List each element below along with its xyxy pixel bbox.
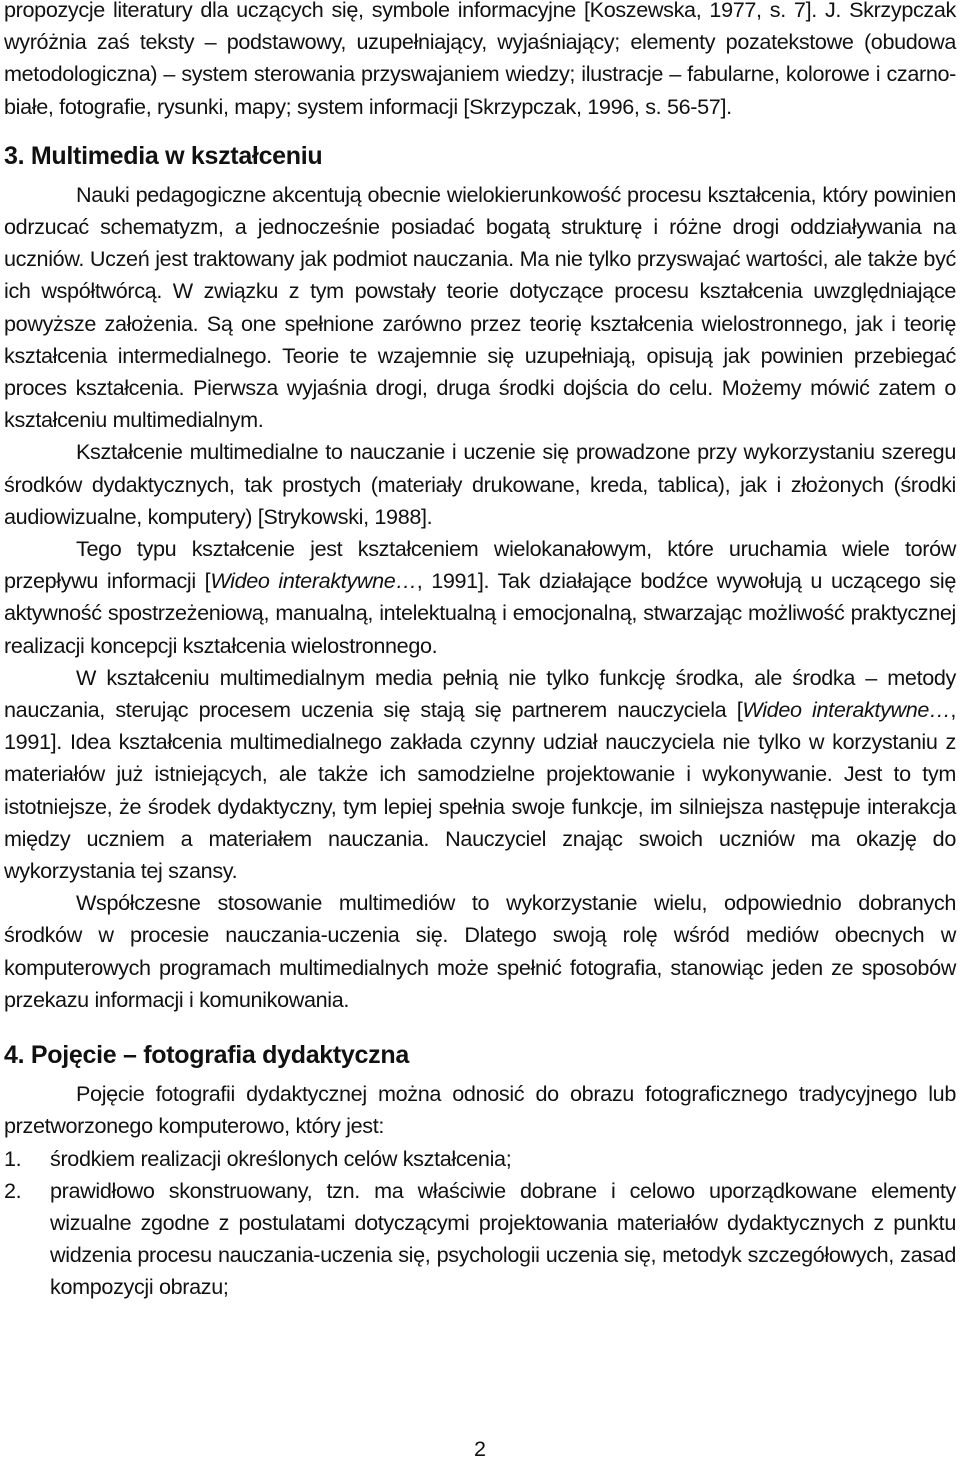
list-item-number: 2.	[4, 1177, 22, 1203]
list-item	[4, 1143, 956, 1175]
paragraph-text: , 1991]. Tak działające bodźce wywołują u uczącego się aktywność spostrzeżeniową, manualną, intelektualną i emocjonalną, stwarzając możliwość praktycznej realizacji koncepcji kształcenia wielostronnego.	[4, 568, 956, 658]
list-item-text: środkiem realizacji określonych celów kształcenia;	[50, 1145, 512, 1171]
section-3-paragraph-2: Kształcenie multimedialne to nauczanie i uczenie się prowadzone przy wykorzystaniu szeregu środków dydaktycznych, tak prostych (materiały drukowane, kreda, tablica), jak i złożonych (środki audiowizualne, komputery) [Strykowski, 1988].	[4, 439, 956, 529]
citation-italic: Wideo interaktywne…	[210, 568, 417, 594]
section-3-paragraph-4	[4, 662, 956, 887]
list-item-number: 1.	[4, 1145, 22, 1171]
section-3-heading: 3. Multimedia w kształceniu	[4, 141, 323, 170]
section-3-paragraph-3	[4, 533, 956, 662]
section-3-paragraph-1: Nauki pedagogiczne akcentują obecnie wielokierunkowość procesu kształcenia, który powinien odrzucać schematyzm, a jednocześnie posiadać bogatą strukturę i różne drogi oddziaływania na uczniów. Uczeń jest traktowany jak podmiot nauczania. Ma nie tylko przyswajać wartości, ale także być ich współtwórcą. W związku z tym powstały teorie dotyczące procesu kształcenia uwzględniające powyższe założenia. Są one spełnione zarówno przez teorię kształcenia wielostronnego, jak i teorię kształcenia intermedialnego. Teorie te wzajemnie się uzupełniają, opisują jak powinien przebiegać proces kształcenia. Pierwsza wyjaśnia drogi, druga środki dojścia do celu. Możemy mówić zatem o kształceniu multimedialnym.	[4, 181, 956, 433]
page-number: 2	[473, 1436, 486, 1461]
continuation-paragraph: propozycje literatury dla uczących się, symbole informacyjne [Koszewska, 1977, s. 7]. J. Skrzypczak wyróżnia zaś teksty – podstawowy, uzupełniający, wyjaśniający; elementy pozatekstowe (obudowa metodologiczna) – system sterowania przyswajaniem wiedzy; ilustracje – fabularne, kolorowe i czarno-białe, fotografie, rysunki, mapy; system informacji [Skrzypczak, 1996, s. 56-57].	[4, 0, 956, 119]
list-item	[4, 1175, 956, 1304]
definition-list	[4, 1143, 956, 1304]
paragraph-text: Tego typu kształcenie jest kształceniem wielokanałowym, które uruchamia wiele torów przepływu informacji [	[4, 536, 956, 594]
paragraph-text: W kształceniu multimedialnym media pełnią nie tylko funkcję środka, ale środka – metody nauczania, sterując procesem uczenia się stają się partnerem nauczyciela [	[4, 664, 956, 723]
section-4-intro: Pojęcie fotografii dydaktycznej można odnosić do obrazu fotograficznego tradycyjnego lub przetworzonego komputerowo, który jest:	[4, 1081, 956, 1139]
section-4-heading: 4. Pojęcie – fotografia dydaktyczna	[4, 1041, 409, 1070]
section-3-paragraph-5: Współczesne stosowanie multimediów to wykorzystanie wielu, odpowiednio dobranych środków w procesie nauczania-uczenia się. Dlatego swoją rolę wśród mediów obecnych w komputerowych programach multimedialnych może spełnić fotografia, stanowiąc jeden ze sposobów przekazu informacji i komunikowania.	[4, 890, 956, 1012]
citation-italic: Wideo interaktywne…	[742, 697, 951, 723]
list-item-text: prawidłowo skonstruowany, tzn. ma właściwie dobrane i celowo uporządkowane elementy wizualne zgodne z postulatami dotyczącymi projektowania materiałów dydaktycznych z punktu widzenia procesu nauczania-uczenia się, psychologii uczenia się, metodyk szczegółowych, zasad kompozycji obrazu;	[50, 1177, 956, 1300]
document-page	[4, 0, 956, 1304]
paragraph-text: , 1991]. Idea kształcenia multimedialnego zakłada czynny udział nauczyciela nie tylko w korzystaniu z materiałów już istniejących, ale także ich samodzielne projektowanie i wykonywanie. Jest to tym istotniejsze, że środek dydaktyczny, tym lepiej spełnia swoje funkcje, im silniejsza następuje interakcja między uczniem a materiałem nauczania. Nauczyciel znając swoich uczniów ma okazję do wykorzystania tej szansy.	[4, 697, 956, 884]
